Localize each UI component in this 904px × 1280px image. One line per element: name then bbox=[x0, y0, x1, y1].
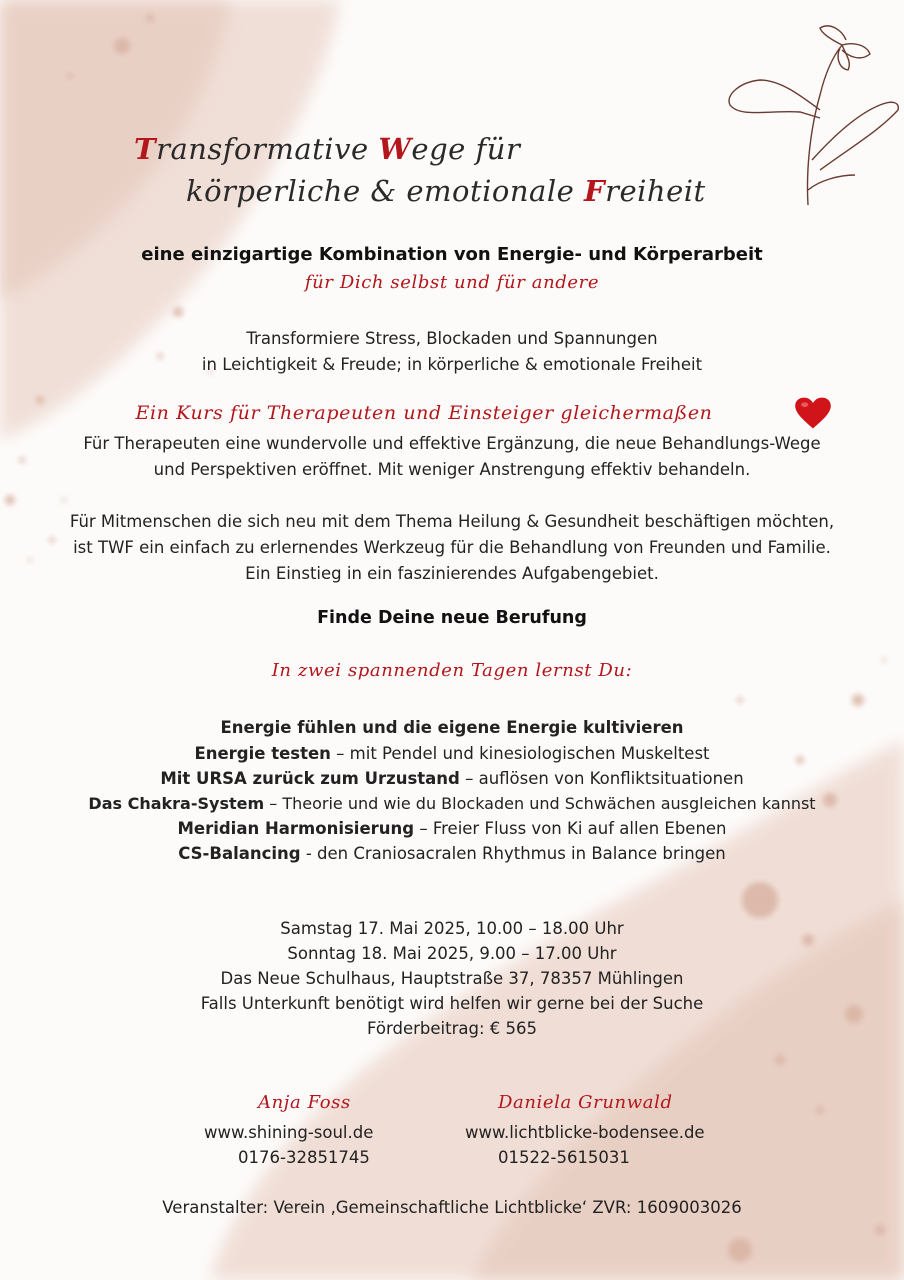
title-line-1 bbox=[134, 132, 520, 166]
title-letter: T bbox=[134, 132, 157, 166]
title-text: ege für bbox=[411, 132, 521, 166]
topic-title: Das Chakra-System bbox=[88, 794, 265, 813]
organizer-footer: Veranstalter: Verein ‚Gemeinschaftliche Lichtblicke‘ ZVR: 1609003026 bbox=[162, 1198, 742, 1217]
topic-item bbox=[0, 741, 904, 767]
topic-item bbox=[0, 766, 904, 792]
course-para2-line1: Für Mitmenschen die sich neu mit dem Thema Heilung & Gesundheit beschäftigen möchten, bbox=[69, 512, 835, 531]
calling-heading: Finde Deine neue Berufung bbox=[317, 608, 587, 628]
title-letter: F bbox=[584, 174, 606, 208]
topic-title: Energie testen bbox=[194, 744, 331, 763]
topic-title: Meridian Harmonisierung bbox=[177, 819, 415, 838]
topic-desc: – mit Pendel und kinesiologischen Muskeltest bbox=[330, 744, 710, 763]
tagline: für Dich selbst und für andere bbox=[304, 272, 600, 293]
contact-phone[interactable]: 01522-5615031 bbox=[498, 1148, 630, 1167]
title-line-2 bbox=[186, 174, 706, 208]
contact-website[interactable]: www.shining-soul.de bbox=[204, 1123, 374, 1142]
title-text: körperliche & emotionale bbox=[186, 174, 584, 208]
event-fee: Förderbeitrag: € 565 bbox=[367, 1019, 537, 1038]
event-lodging: Falls Unterkunft benötigt wird helfen wir gerne bei der Suche bbox=[200, 994, 704, 1013]
contact-website[interactable]: www.lichtblicke-bodensee.de bbox=[465, 1123, 705, 1142]
title-text: ransformative bbox=[156, 132, 379, 166]
intro-line-1: Transformiere Stress, Blockaden und Spannungen bbox=[246, 329, 658, 348]
topic-item bbox=[0, 841, 904, 867]
contact-phone[interactable]: 0176-32851745 bbox=[238, 1148, 370, 1167]
topic-desc: – auflösen von Konfliktsituationen bbox=[459, 769, 744, 788]
topic-title: Energie fühlen und die eigene Energie kultivieren bbox=[220, 718, 684, 737]
course-heading: Ein Kurs für Therapeuten und Einsteiger gleichermaßen bbox=[135, 402, 713, 424]
topic-title: Mit URSA zurück zum Urzustand bbox=[160, 769, 460, 788]
topic-desc: – Theorie und wie du Blockaden und Schwächen ausgleichen kannst bbox=[264, 794, 816, 813]
topic-desc: – Freier Fluss von Ki auf allen Ebenen bbox=[414, 819, 727, 838]
topic-title: CS-Balancing bbox=[178, 844, 301, 863]
intro-line-2: in Leichtigkeit & Freude; in körperliche & emotionale Freiheit bbox=[201, 355, 703, 374]
course-para1-line2: und Perspektiven eröffnet. Mit weniger Anstrengung effektiv behandeln. bbox=[153, 460, 751, 479]
contact-name: Daniela Grunwald bbox=[498, 1092, 673, 1113]
topics-heading: In zwei spannenden Tagen lernst Du: bbox=[271, 660, 633, 681]
contact-name: Anja Foss bbox=[258, 1092, 351, 1113]
course-para1-line1: Für Therapeuten eine wundervolle und effektive Ergänzung, die neue Behandlungs-Wege bbox=[83, 434, 821, 453]
event-location: Das Neue Schulhaus, Hauptstraße 37, 78357 Mühlingen bbox=[220, 969, 684, 988]
heart-icon bbox=[794, 396, 832, 430]
event-date-2: Sonntag 18. Mai 2025, 9.00 – 17.00 Uhr bbox=[287, 944, 617, 963]
title-letter: W bbox=[378, 132, 412, 166]
topic-item bbox=[0, 791, 904, 817]
flower-sketch-icon bbox=[729, 26, 898, 205]
event-date-1: Samstag 17. Mai 2025, 10.00 – 18.00 Uhr bbox=[280, 919, 624, 938]
topic-desc: - den Craniosacralen Rhythmus in Balance bringen bbox=[300, 844, 726, 863]
subtitle: eine einzigartige Kombination von Energie- und Körperarbeit bbox=[141, 244, 763, 265]
topic-item bbox=[0, 715, 904, 741]
course-para2-line3: Ein Einstieg in ein faszinierendes Aufgabengebiet. bbox=[245, 564, 659, 583]
topic-item bbox=[0, 816, 904, 842]
title-text: reiheit bbox=[605, 174, 706, 208]
course-para2-line2: ist TWF ein einfach zu erlernendes Werkzeug für die Behandlung von Freunden und Familie. bbox=[73, 538, 831, 557]
